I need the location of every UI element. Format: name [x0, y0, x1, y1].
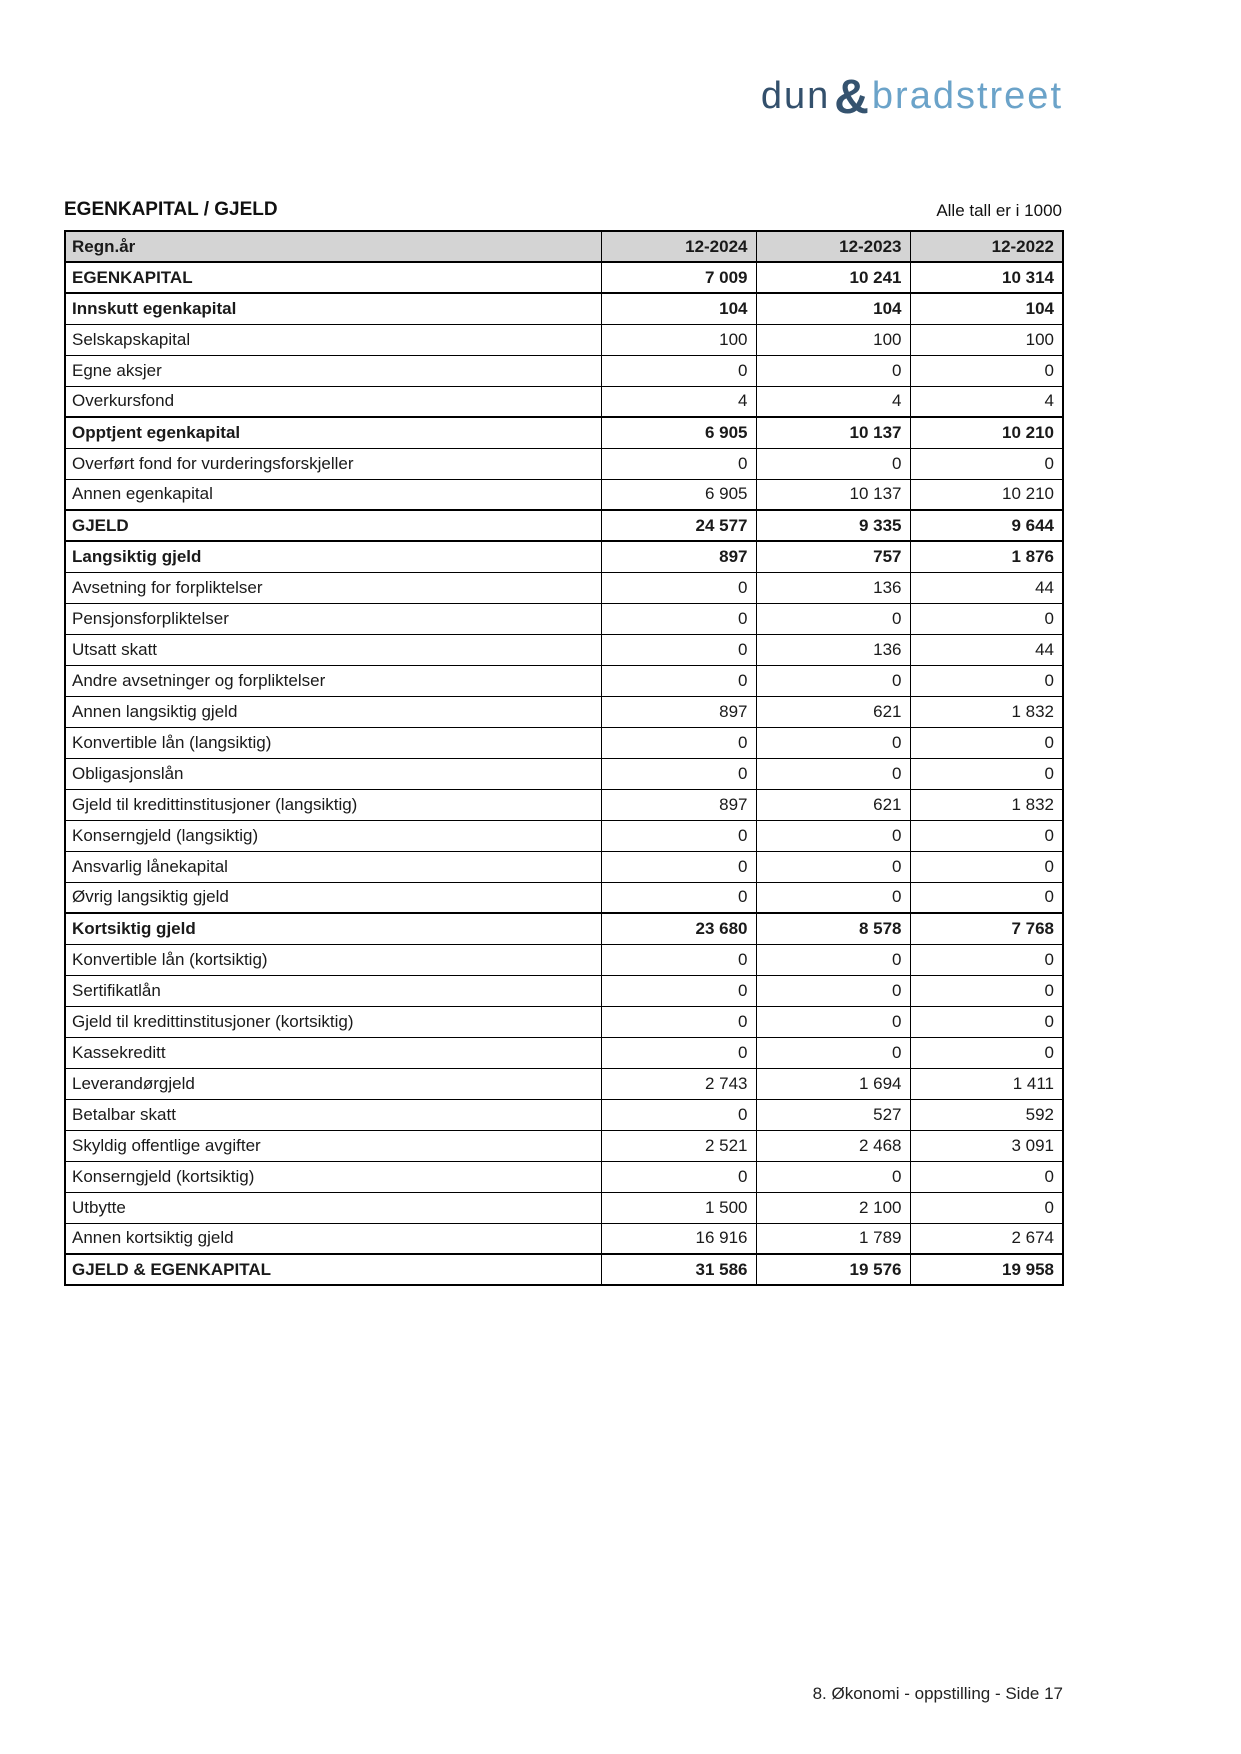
row-value: 897	[601, 696, 756, 727]
row-label: Konserngjeld (kortsiktig)	[65, 1161, 601, 1192]
row-value: 100	[601, 324, 756, 355]
row-value: 0	[910, 758, 1063, 789]
row-label: Avsetning for forpliktelser	[65, 572, 601, 603]
column-header-regnar: Regn.år	[65, 231, 601, 262]
row-value: 0	[756, 1161, 910, 1192]
table-row	[65, 944, 1063, 975]
row-value: 31 586	[601, 1254, 756, 1285]
table-row	[65, 789, 1063, 820]
row-label: Opptjent egenkapital	[65, 417, 601, 448]
row-value: 6 905	[601, 479, 756, 510]
row-label: Øvrig langsiktig gjeld	[65, 882, 601, 913]
table-row	[65, 1223, 1063, 1254]
table-row	[65, 851, 1063, 882]
table-row	[65, 262, 1063, 293]
row-value: 1 694	[756, 1068, 910, 1099]
row-value: 0	[756, 355, 910, 386]
table-row	[65, 603, 1063, 634]
table-row	[65, 479, 1063, 510]
row-value: 10 241	[756, 262, 910, 293]
row-value: 0	[910, 820, 1063, 851]
row-value: 0	[756, 944, 910, 975]
table-row	[65, 541, 1063, 572]
row-value: 3 091	[910, 1130, 1063, 1161]
row-value: 7 768	[910, 913, 1063, 944]
row-label: Langsiktig gjeld	[65, 541, 601, 572]
row-value: 0	[601, 665, 756, 696]
row-label: Overkursfond	[65, 386, 601, 417]
row-value: 527	[756, 1099, 910, 1130]
row-value: 0	[910, 448, 1063, 479]
row-value: 4	[601, 386, 756, 417]
row-value: 0	[601, 758, 756, 789]
row-value: 1 832	[910, 696, 1063, 727]
row-value: 0	[601, 603, 756, 634]
table-row	[65, 882, 1063, 913]
row-label: Leverandørgjeld	[65, 1068, 601, 1099]
row-label: Annen langsiktig gjeld	[65, 696, 601, 727]
row-value: 0	[756, 975, 910, 1006]
table-row	[65, 634, 1063, 665]
column-header-year-1: 12-2024	[601, 231, 756, 262]
row-value: 8 578	[756, 913, 910, 944]
row-value: 592	[910, 1099, 1063, 1130]
table-row	[65, 758, 1063, 789]
row-value: 0	[601, 727, 756, 758]
row-value: 0	[910, 975, 1063, 1006]
row-value: 9 335	[756, 510, 910, 541]
table-row	[65, 1161, 1063, 1192]
row-value: 1 789	[756, 1223, 910, 1254]
row-value: 0	[601, 572, 756, 603]
row-value: 104	[910, 293, 1063, 324]
row-value: 44	[910, 634, 1063, 665]
table-row	[65, 665, 1063, 696]
row-value: 0	[910, 851, 1063, 882]
row-value: 0	[910, 1192, 1063, 1223]
row-value: 1 832	[910, 789, 1063, 820]
row-label: GJELD & EGENKAPITAL	[65, 1254, 601, 1285]
row-label: Andre avsetninger og forpliktelser	[65, 665, 601, 696]
row-value: 0	[601, 975, 756, 1006]
row-value: 9 644	[910, 510, 1063, 541]
row-value: 23 680	[601, 913, 756, 944]
dun-bradstreet-logo	[760, 71, 1063, 124]
row-value: 1 411	[910, 1068, 1063, 1099]
row-value: 897	[601, 541, 756, 572]
row-value: 0	[601, 1161, 756, 1192]
table-row	[65, 727, 1063, 758]
row-value: 0	[756, 1006, 910, 1037]
row-label: GJELD	[65, 510, 601, 541]
row-label: Konvertible lån (kortsiktig)	[65, 944, 601, 975]
row-value: 2 521	[601, 1130, 756, 1161]
row-value: 6 905	[601, 417, 756, 448]
table-row	[65, 448, 1063, 479]
row-value: 0	[756, 665, 910, 696]
row-value: 0	[756, 448, 910, 479]
row-value: 136	[756, 634, 910, 665]
units-note: Alle tall er i 1000	[936, 201, 1062, 220]
row-value: 44	[910, 572, 1063, 603]
row-label: Gjeld til kredittinstitusjoner (langsiktig)	[65, 789, 601, 820]
logo-text-bradstreet: bradstreet	[871, 75, 1063, 117]
row-label: Utbytte	[65, 1192, 601, 1223]
column-header-year-2: 12-2023	[756, 231, 910, 262]
row-label: Egne aksjer	[65, 355, 601, 386]
row-value: 0	[601, 448, 756, 479]
row-label: Sertifikatlån	[65, 975, 601, 1006]
table-row	[65, 293, 1063, 324]
row-value: 0	[601, 944, 756, 975]
row-value: 2 674	[910, 1223, 1063, 1254]
table-row	[65, 820, 1063, 851]
logo-ampersand-icon: &	[834, 71, 871, 124]
row-value: 0	[756, 727, 910, 758]
table-row	[65, 1037, 1063, 1068]
table-row	[65, 510, 1063, 541]
row-value: 0	[756, 603, 910, 634]
row-label: Konvertible lån (langsiktig)	[65, 727, 601, 758]
row-value: 2 743	[601, 1068, 756, 1099]
row-value: 0	[910, 1006, 1063, 1037]
row-value: 10 137	[756, 417, 910, 448]
table-row	[65, 572, 1063, 603]
table-row	[65, 1006, 1063, 1037]
page-title: EGENKAPITAL / GJELD	[64, 199, 278, 220]
table-header-row	[65, 231, 1063, 262]
row-value: 2 100	[756, 1192, 910, 1223]
row-value: 10 314	[910, 262, 1063, 293]
section-header	[64, 199, 1062, 221]
row-value: 0	[601, 1099, 756, 1130]
row-value: 19 958	[910, 1254, 1063, 1285]
row-label: Konserngjeld (langsiktig)	[65, 820, 601, 851]
row-value: 0	[756, 851, 910, 882]
row-value: 4	[910, 386, 1063, 417]
row-value: 136	[756, 572, 910, 603]
row-value: 16 916	[601, 1223, 756, 1254]
logo-text-dun: dun	[760, 75, 831, 117]
row-value: 19 576	[756, 1254, 910, 1285]
table-row	[65, 355, 1063, 386]
row-value: 10 210	[910, 479, 1063, 510]
table-row	[65, 1254, 1063, 1285]
row-value: 24 577	[601, 510, 756, 541]
row-value: 621	[756, 789, 910, 820]
row-value: 0	[601, 1037, 756, 1068]
row-value: 0	[601, 355, 756, 386]
column-header-year-3: 12-2022	[910, 231, 1063, 262]
row-value: 0	[601, 820, 756, 851]
row-value: 0	[601, 851, 756, 882]
row-value: 100	[910, 324, 1063, 355]
row-label: Pensjonsforpliktelser	[65, 603, 601, 634]
row-value: 10 210	[910, 417, 1063, 448]
row-label: Overført fond for vurderingsforskjeller	[65, 448, 601, 479]
row-label: Utsatt skatt	[65, 634, 601, 665]
row-value: 0	[756, 1037, 910, 1068]
row-value: 0	[601, 1006, 756, 1037]
table-row	[65, 696, 1063, 727]
row-value: 0	[756, 758, 910, 789]
table-row	[65, 1099, 1063, 1130]
row-value: 2 468	[756, 1130, 910, 1161]
table-row	[65, 1068, 1063, 1099]
row-label: Skyldig offentlige avgifter	[65, 1130, 601, 1161]
row-value: 4	[756, 386, 910, 417]
row-label: Obligasjonslån	[65, 758, 601, 789]
row-value: 621	[756, 696, 910, 727]
row-value: 0	[910, 882, 1063, 913]
row-label: Betalbar skatt	[65, 1099, 601, 1130]
row-label: Kortsiktig gjeld	[65, 913, 601, 944]
table-row	[65, 1130, 1063, 1161]
row-value: 104	[601, 293, 756, 324]
row-label: Innskutt egenkapital	[65, 293, 601, 324]
row-value: 0	[910, 665, 1063, 696]
row-value: 104	[756, 293, 910, 324]
row-value: 0	[910, 727, 1063, 758]
balance-sheet-table	[64, 230, 1064, 1286]
row-value: 10 137	[756, 479, 910, 510]
row-label: Annen egenkapital	[65, 479, 601, 510]
row-value: 757	[756, 541, 910, 572]
row-label: Ansvarlig lånekapital	[65, 851, 601, 882]
row-value: 0	[601, 634, 756, 665]
row-value: 0	[756, 820, 910, 851]
row-value: 0	[756, 882, 910, 913]
row-label: Selskapskapital	[65, 324, 601, 355]
row-label: Annen kortsiktig gjeld	[65, 1223, 601, 1254]
table-row	[65, 386, 1063, 417]
row-value: 0	[910, 1161, 1063, 1192]
row-value: 1 500	[601, 1192, 756, 1223]
row-value: 0	[910, 1037, 1063, 1068]
row-value: 1 876	[910, 541, 1063, 572]
table-row	[65, 975, 1063, 1006]
row-value: 7 009	[601, 262, 756, 293]
table-row	[65, 417, 1063, 448]
row-value: 0	[601, 882, 756, 913]
row-value: 0	[910, 355, 1063, 386]
page-footer: 8. Økonomi - oppstilling - Side 17	[812, 1684, 1063, 1703]
table-row	[65, 324, 1063, 355]
row-label: EGENKAPITAL	[65, 262, 601, 293]
row-value: 100	[756, 324, 910, 355]
table-row	[65, 913, 1063, 944]
row-value: 0	[910, 603, 1063, 634]
row-value: 897	[601, 789, 756, 820]
row-label: Kassekreditt	[65, 1037, 601, 1068]
row-label: Gjeld til kredittinstitusjoner (kortsiktig)	[65, 1006, 601, 1037]
table-row	[65, 1192, 1063, 1223]
row-value: 0	[910, 944, 1063, 975]
